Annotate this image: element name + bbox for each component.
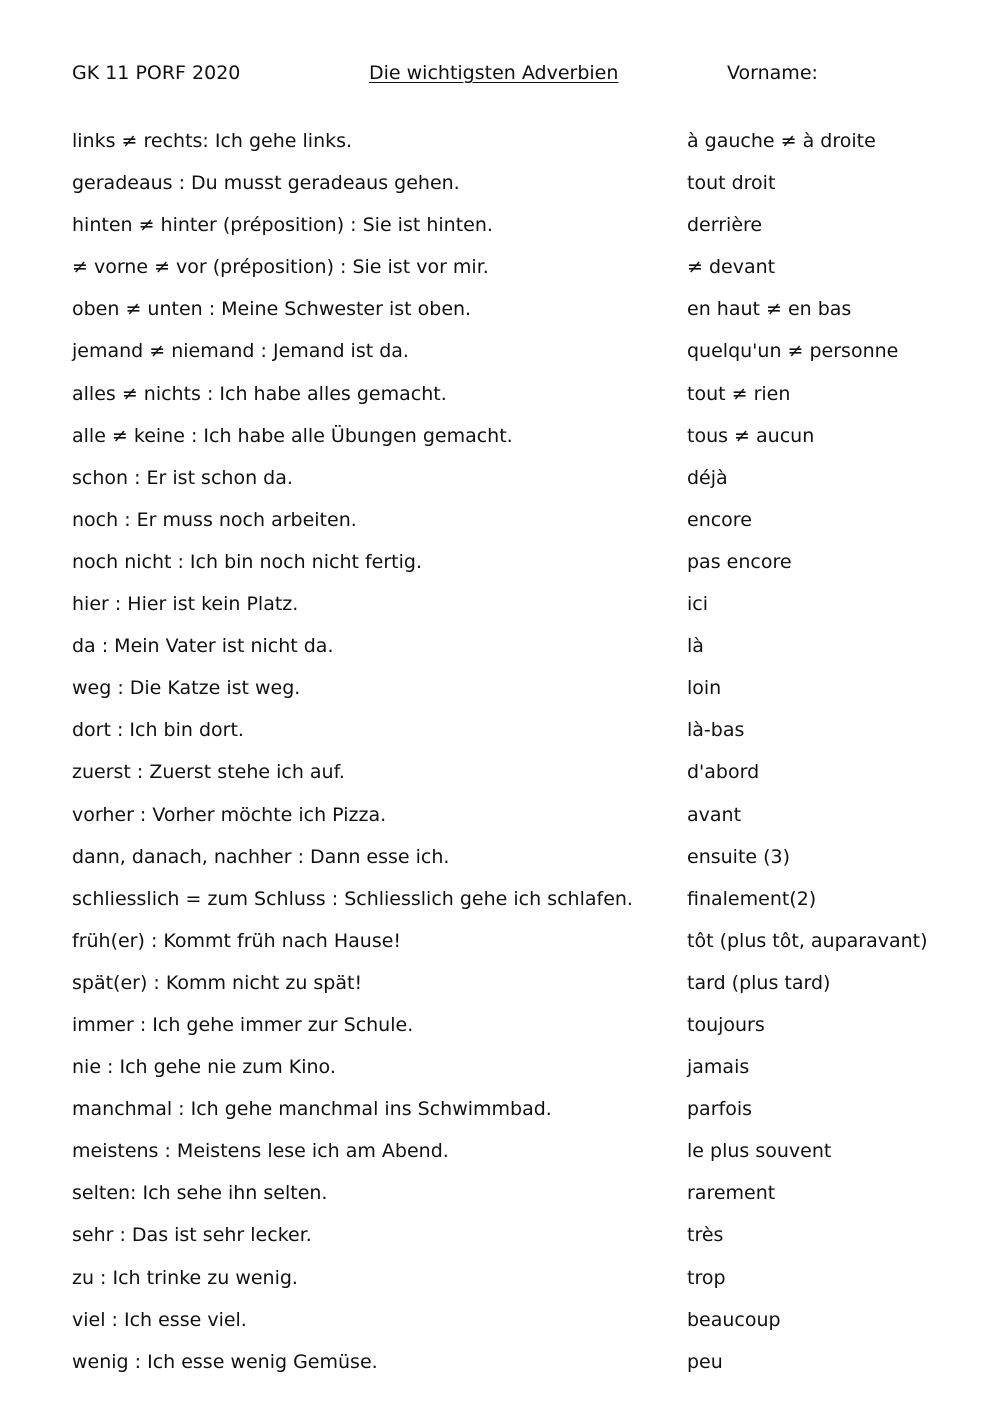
vocabulary-row: [0, 1046, 1000, 1088]
french-translation: là-bas: [687, 719, 745, 742]
german-entry: hier : Hier ist kein Platz.: [72, 593, 299, 616]
vocabulary-row: [0, 204, 1000, 246]
french-translation: tard (plus tard): [687, 971, 831, 994]
vocabulary-row: [0, 625, 1000, 667]
vocabulary-row: [0, 162, 1000, 204]
course-label: GK 11 PORF 2020: [72, 62, 241, 84]
german-entry: zuerst : Zuerst stehe ich auf.: [72, 761, 345, 784]
german-entry: selten: Ich sehe ihn selten.: [72, 1182, 328, 1205]
vocabulary-row: [0, 920, 1000, 962]
german-entry: noch : Er muss noch arbeiten.: [72, 508, 357, 531]
german-entry: früh(er) : Kommt früh nach Hause!: [72, 929, 402, 952]
german-entry: immer : Ich gehe immer zur Schule.: [72, 1013, 414, 1036]
german-entry: nie : Ich gehe nie zum Kino.: [72, 1056, 336, 1079]
french-translation: ≠ devant: [687, 256, 776, 279]
german-entry: sehr : Das ist sehr lecker.: [72, 1224, 312, 1247]
french-translation: loin: [687, 677, 722, 700]
french-translation: jamais: [687, 1056, 750, 1079]
vocabulary-row: [0, 373, 1000, 415]
german-entry: schon : Er ist schon da.: [72, 466, 293, 489]
french-translation: très: [687, 1224, 724, 1247]
french-translation: déjà: [687, 466, 728, 489]
german-entry: dort : Ich bin dort.: [72, 719, 244, 742]
german-entry: viel : Ich esse viel.: [72, 1308, 247, 1331]
french-translation: tout ≠ rien: [687, 382, 791, 405]
vocabulary-row: [0, 1257, 1000, 1299]
french-translation: beaucoup: [687, 1308, 781, 1331]
german-entry: alles ≠ nichts : Ich habe alles gemacht.: [72, 382, 447, 405]
vocabulary-row: [0, 1004, 1000, 1046]
vocabulary-row: [0, 288, 1000, 330]
french-translation: à gauche ≠ à droite: [687, 130, 876, 152]
vocabulary-row: [0, 330, 1000, 372]
french-translation: d'abord: [687, 761, 760, 784]
german-entry: wenig : Ich esse wenig Gemüse.: [72, 1350, 378, 1373]
german-entry: jemand ≠ niemand : Jemand ist da.: [72, 340, 409, 363]
german-entry: weg : Die Katze ist weg.: [72, 677, 301, 700]
german-entry: geradeaus : Du musst geradeaus gehen.: [72, 172, 460, 195]
french-translation: tous ≠ aucun: [687, 424, 815, 447]
vocabulary-row: [0, 1130, 1000, 1172]
vocabulary-row: [0, 1341, 1000, 1383]
french-translation: quelqu'un ≠ personne: [687, 340, 899, 363]
french-translation: avant: [687, 803, 742, 826]
vocabulary-row: [0, 120, 1000, 162]
german-entry: links ≠ rechts: Ich gehe links.: [72, 130, 353, 152]
vocabulary-row: [0, 1214, 1000, 1256]
german-entry: da : Mein Vater ist nicht da.: [72, 635, 334, 658]
german-entry: oben ≠ unten : Meine Schwester ist oben.: [72, 298, 472, 321]
vocabulary-row: [0, 962, 1000, 1004]
german-entry: noch nicht : Ich bin noch nicht fertig.: [72, 550, 422, 573]
german-entry: zu : Ich trinke zu wenig.: [72, 1266, 298, 1289]
page-title: Die wichtigsten Adverbien: [369, 62, 619, 84]
french-translation: parfois: [687, 1098, 753, 1121]
page-header: [0, 62, 1000, 92]
french-translation: là: [687, 635, 704, 658]
german-entry: dann, danach, nachher : Dann esse ich.: [72, 845, 450, 868]
french-translation: toujours: [687, 1013, 765, 1036]
german-entry: manchmal : Ich gehe manchmal ins Schwimmbad.: [72, 1098, 552, 1121]
french-translation: en haut ≠ en bas: [687, 298, 852, 321]
vocabulary-row: [0, 878, 1000, 920]
french-translation: finalement(2): [687, 887, 817, 910]
french-translation: ici: [687, 593, 709, 616]
german-entry: vorher : Vorher möchte ich Pizza.: [72, 803, 387, 826]
vocabulary-row: [0, 583, 1000, 625]
french-translation: ensuite (3): [687, 845, 791, 868]
vocabulary-row: [0, 751, 1000, 793]
vocabulary-row: [0, 836, 1000, 878]
french-translation: encore: [687, 508, 752, 531]
vocabulary-row: [0, 1172, 1000, 1214]
french-translation: peu: [687, 1350, 723, 1373]
vocabulary-list: [0, 120, 1000, 1383]
french-translation: derrière: [687, 214, 763, 237]
french-translation: rarement: [687, 1182, 776, 1205]
vocabulary-row: [0, 1299, 1000, 1341]
german-entry: alle ≠ keine : Ich habe alle Übungen gemacht.: [72, 424, 513, 447]
french-translation: trop: [687, 1266, 726, 1289]
vocabulary-row: [0, 794, 1000, 836]
name-field-label: Vorname:: [727, 62, 818, 84]
vocabulary-row: [0, 1088, 1000, 1130]
french-translation: le plus souvent: [687, 1140, 832, 1163]
german-entry: spät(er) : Komm nicht zu spät!: [72, 971, 363, 994]
german-entry: meistens : Meistens lese ich am Abend.: [72, 1140, 449, 1163]
vocabulary-row: [0, 457, 1000, 499]
german-entry: hinten ≠ hinter (préposition) : Sie ist hinten.: [72, 214, 493, 237]
vocabulary-row: [0, 246, 1000, 288]
german-entry: schliesslich = zum Schluss : Schliesslich gehe ich schlafen.: [72, 887, 633, 910]
vocabulary-row: [0, 541, 1000, 583]
french-translation: tôt (plus tôt, auparavant): [687, 929, 928, 952]
vocabulary-row: [0, 667, 1000, 709]
vocabulary-row: [0, 415, 1000, 457]
french-translation: tout droit: [687, 172, 776, 195]
vocabulary-row: [0, 499, 1000, 541]
german-entry: ≠ vorne ≠ vor (préposition) : Sie ist vor mir.: [72, 256, 489, 279]
vocabulary-row: [0, 709, 1000, 751]
french-translation: pas encore: [687, 550, 792, 573]
